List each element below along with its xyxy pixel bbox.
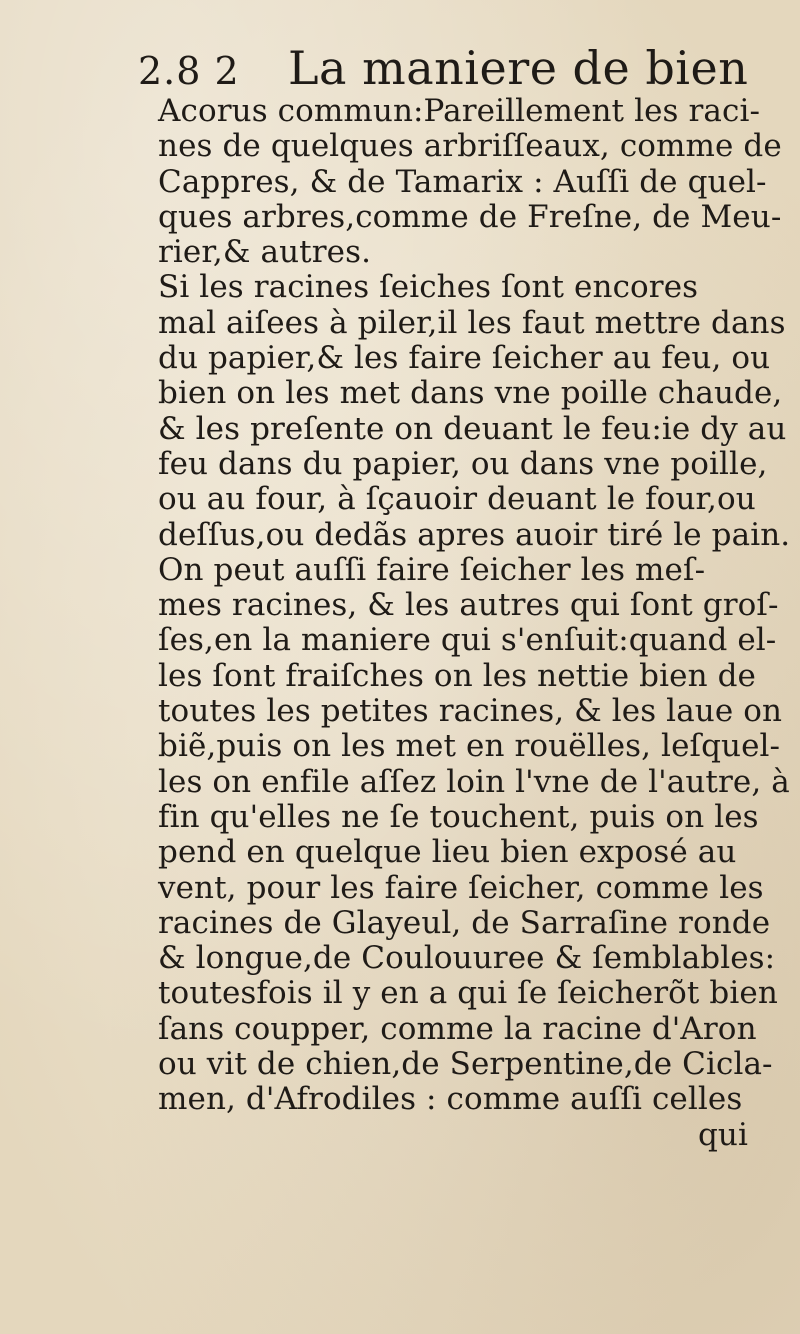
text-line: ou au four, à ſçauoir deuant le four,ou bbox=[158, 481, 756, 518]
text-line: pend en quelque lieu bien exposé au bbox=[158, 834, 737, 871]
text-line: toutesfois il y en a qui ſe ſeicherõt bien bbox=[158, 975, 778, 1012]
text-line: Si les racines ſeiches ſont encores bbox=[158, 269, 699, 306]
running-title: La maniere de bien bbox=[288, 41, 749, 95]
text-line: ſans coupper, comme la racine d'Aron bbox=[158, 1010, 757, 1047]
text-line: feu dans du papier, ou dans vne poille, bbox=[158, 445, 768, 482]
text-line: du papier,& les faire ſeicher au feu, ou bbox=[158, 340, 771, 377]
text-line: On peut auſſi faire ſeicher les meſ- bbox=[158, 551, 706, 588]
text-line: mes racines, & les autres qui ſont groſ- bbox=[158, 587, 779, 624]
page-number: 2.8 2 bbox=[138, 49, 240, 93]
text-line: ou vit de chien,de Serpentine,de Cicla- bbox=[158, 1046, 773, 1083]
text-line: vent, pour les faire ſeicher, comme les bbox=[158, 869, 764, 906]
text-line: les on enfile aſſez loin l'vne de l'autre, à bbox=[158, 763, 790, 800]
text-line: ques arbres,comme de Freſne, de Meu- bbox=[158, 198, 782, 235]
catchword: qui bbox=[697, 1116, 748, 1153]
text-line: & les preſente on deuant le feu:ie dy au bbox=[158, 410, 787, 447]
text-line: deſſus,ou dedãs apres auoir tiré le pain. bbox=[158, 516, 791, 553]
text-line: ſes,en la maniere qui s'enſuit:quand el- bbox=[158, 622, 777, 659]
body-text bbox=[158, 93, 791, 1153]
text-line: biẽ,puis on les met en rouëlles, leſquel- bbox=[158, 728, 781, 765]
text-line: nes de quelques arbriſſeaux, comme de bbox=[158, 128, 782, 165]
text-line: bien on les met dans vne poille chaude, bbox=[158, 375, 783, 412]
text-line: toutes les petites racines, & les laue on bbox=[158, 693, 783, 730]
text-line: rier,& autres. bbox=[158, 234, 372, 271]
text-line: fin qu'elles ne ſe touchent, puis on les bbox=[158, 798, 759, 835]
text-line: racines de Glayeul, de Sarraſine ronde bbox=[158, 904, 771, 941]
text-line: Acorus commun:Pareillement les raci- bbox=[158, 93, 761, 129]
text-line: & longue,de Coulouuree & ſemblables: bbox=[158, 940, 776, 977]
text-line: Cappres, & de Tamarix : Auſſi de quel- bbox=[158, 163, 767, 200]
text-line: les ſont fraiſches on les nettie bien de bbox=[158, 657, 756, 694]
text-line: mal aiſees à piler,il les faut mettre dans bbox=[158, 304, 786, 341]
page-header bbox=[138, 40, 758, 100]
text-line: men, d'Afrodiles : comme auſſi celles bbox=[158, 1081, 743, 1118]
